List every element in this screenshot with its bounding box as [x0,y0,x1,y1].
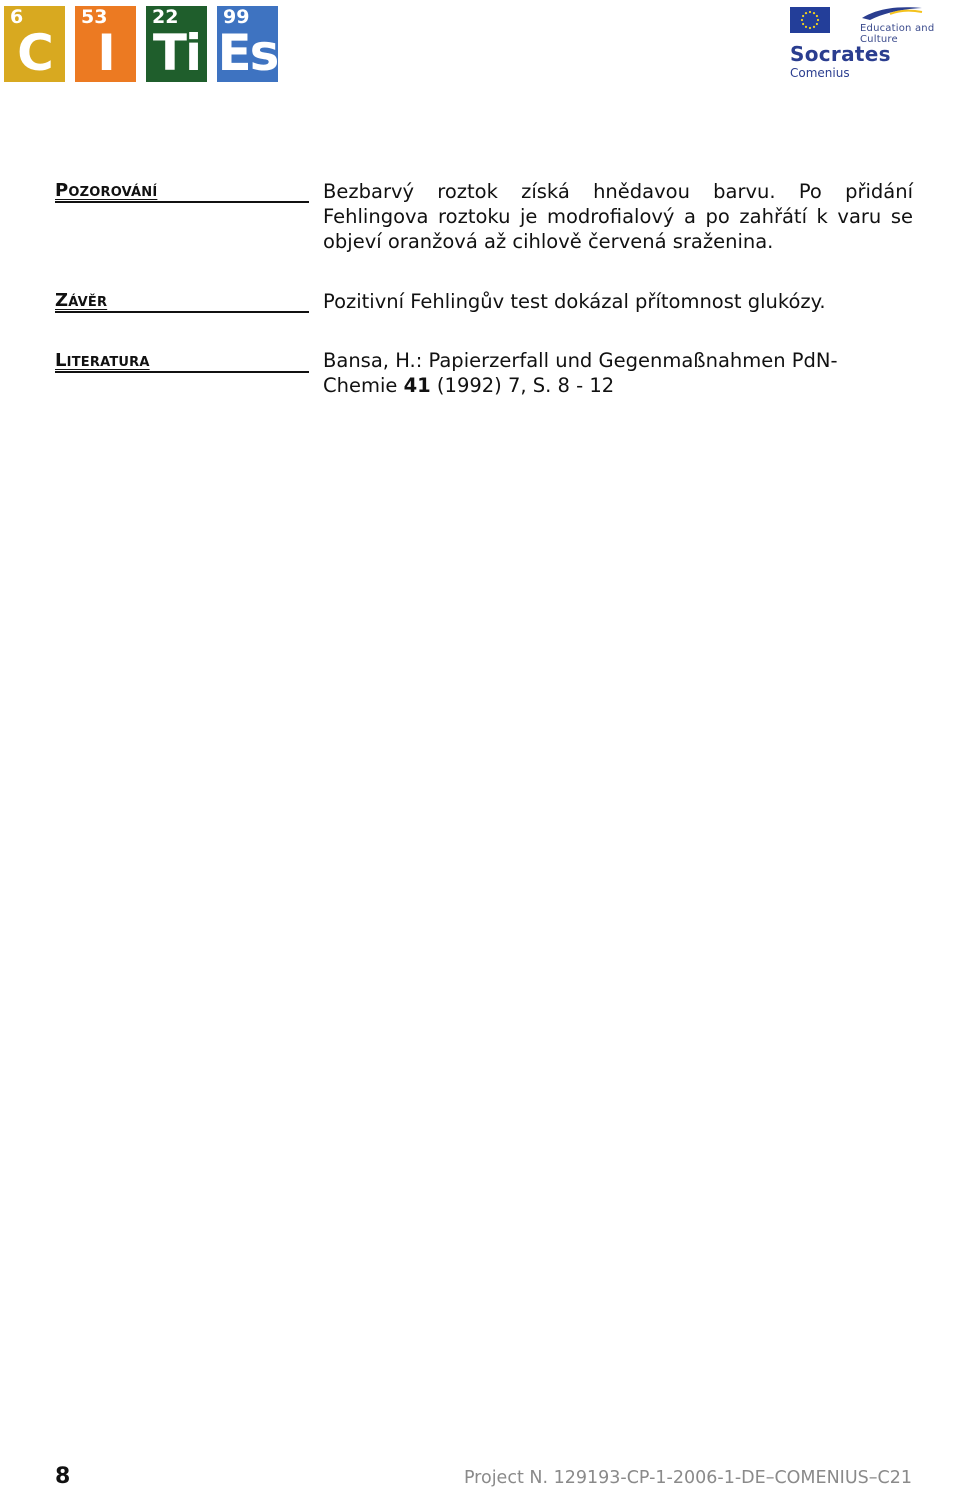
element-tile-einsteinium [217,6,278,82]
element-tile-symbol: Ti [152,24,201,82]
element-tile-symbol: Es [217,24,278,82]
element-tile-carbon [4,6,65,82]
education-culture-swoosh-icon [860,4,926,22]
observation-heading-text: Pozorování [55,180,158,201]
element-tile-number: 99 [223,6,250,28]
observation-heading [55,181,309,203]
element-tile-symbol: C [17,24,52,82]
conclusion-heading [55,291,309,313]
project-number: Project N. 129193-CP-1-2006-1-DE–COMENIUS–C21 [463,1468,912,1488]
element-tile-number: 53 [81,6,108,28]
literature-citation-end: (1992) 7, S. 8 - 12 [430,374,615,397]
education-culture-label: Education and Culture [860,23,935,45]
literature-volume: 41 [403,374,431,397]
conclusion-heading-text: Závěr [55,290,108,311]
observation-text: Bezbarvý roztok získá hnědavou barvu. Po přidání Fehlingova roztoku je modrofialový a po zahřátí k varu se objeví oranžová až cihlově červená sraženina. [323,180,913,253]
eu-flag-icon [790,7,830,33]
literature-heading [55,351,309,373]
literature-text [323,348,888,398]
comenius-logo-text: Comenius [790,66,850,80]
element-tile-number: 22 [152,6,179,28]
literature-heading-text: Literatura [55,350,150,371]
element-tile-iodine [75,6,136,82]
element-tile-titanium [146,6,207,82]
socrates-logo-text: Socrates [790,42,891,66]
cities-logo [4,6,278,82]
conclusion-text: Pozitivní Fehlingův test dokázal přítomnost glukózy. [323,290,826,313]
page-number: 8 [55,1464,71,1489]
element-tile-symbol: I [97,24,114,82]
element-tile-number: 6 [10,6,24,28]
literature-citation-start: Bansa, H.: Papierzerfall und Gegenmaßnahmen PdN-Chemie [323,349,838,397]
eu-flag-logo [790,7,830,33]
